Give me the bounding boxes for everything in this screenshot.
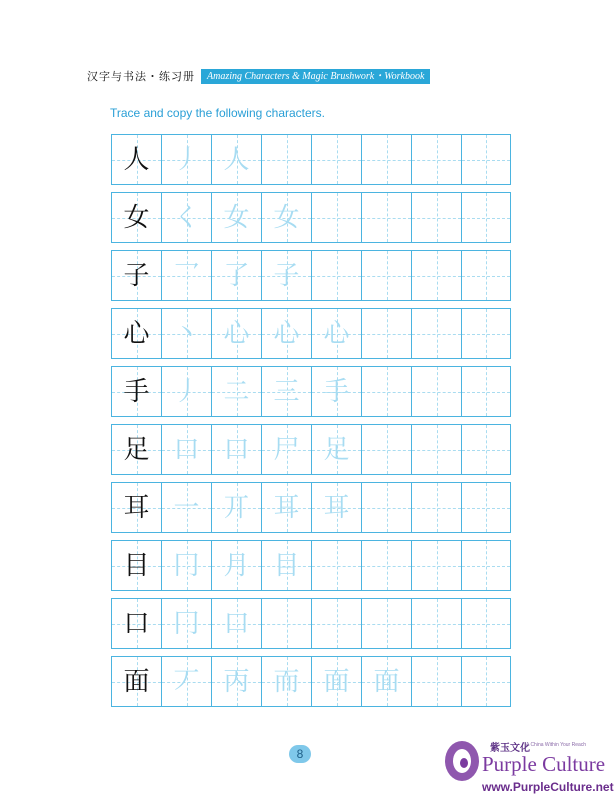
instruction-text: Trace and copy the following characters. [110, 106, 325, 120]
blank-practice-cell [411, 367, 461, 416]
trace-cell [161, 657, 211, 706]
trace-cell [211, 657, 261, 706]
trace-stroke: 丶 [173, 318, 200, 349]
trace-cell [361, 657, 411, 706]
model-character: 子 [123, 260, 150, 291]
trace-stroke: 冂 [173, 550, 200, 581]
english-title: Amazing Characters & Magic Brushwork・Workbook [201, 69, 430, 84]
page-number: 8 [289, 745, 311, 763]
trace-cell [311, 425, 361, 474]
blank-practice-cell [411, 483, 461, 532]
trace-stroke: 丙 [223, 666, 250, 697]
trace-cell [261, 425, 311, 474]
practice-grid [111, 134, 511, 715]
blank-practice-cell [461, 483, 511, 532]
blank-practice-cell [461, 599, 511, 648]
blank-practice-cell [411, 251, 461, 300]
blank-practice-cell [411, 541, 461, 590]
practice-row [111, 598, 511, 649]
trace-cell [211, 483, 261, 532]
trace-cell [311, 367, 361, 416]
trace-stroke: 口 [223, 434, 250, 465]
trace-stroke: く [173, 202, 200, 233]
practice-row [111, 192, 511, 243]
model-character-cell [111, 251, 161, 300]
watermark-tagline: A China Within Your Reach [526, 742, 587, 748]
trace-cell [261, 367, 311, 416]
trace-cell [261, 251, 311, 300]
blank-practice-cell [361, 193, 411, 242]
watermark-brand: Purple Culture [482, 752, 606, 776]
trace-cell [261, 541, 311, 590]
trace-stroke: 口 [173, 434, 200, 465]
trace-cell [211, 367, 261, 416]
model-character-cell [111, 367, 161, 416]
model-character: 面 [123, 666, 150, 697]
trace-stroke: 耳 [323, 492, 350, 523]
trace-cell [161, 309, 211, 358]
model-character-cell [111, 483, 161, 532]
model-character: 口 [123, 608, 150, 639]
watermark-url: www.PurpleCulture.net [482, 780, 614, 794]
blank-practice-cell [361, 483, 411, 532]
blank-practice-cell [261, 599, 311, 648]
model-character-cell [111, 309, 161, 358]
trace-cell [211, 541, 261, 590]
trace-cell [261, 309, 311, 358]
trace-stroke: 丌 [223, 492, 250, 523]
blank-practice-cell [411, 309, 461, 358]
trace-stroke: 心 [273, 318, 300, 349]
blank-practice-cell [311, 193, 361, 242]
trace-cell [311, 309, 361, 358]
blank-practice-cell [461, 251, 511, 300]
trace-cell [161, 367, 211, 416]
trace-cell [161, 541, 211, 590]
blank-practice-cell [461, 309, 511, 358]
blank-practice-cell [411, 599, 461, 648]
trace-cell [161, 193, 211, 242]
model-character: 目 [123, 550, 150, 581]
blank-practice-cell [461, 657, 511, 706]
blank-practice-cell [311, 135, 361, 184]
blank-practice-cell [461, 193, 511, 242]
trace-stroke: 口 [223, 608, 250, 639]
model-character-cell [111, 657, 161, 706]
trace-cell [211, 135, 261, 184]
trace-cell [211, 193, 261, 242]
watermark-chinese: 紫玉文化 [490, 743, 530, 754]
practice-row [111, 250, 511, 301]
blank-practice-cell [461, 425, 511, 474]
trace-cell [161, 483, 211, 532]
practice-row [111, 482, 511, 533]
blank-practice-cell [361, 251, 411, 300]
trace-cell [211, 599, 261, 648]
trace-stroke: 而 [273, 666, 300, 697]
blank-practice-cell [361, 309, 411, 358]
blank-practice-cell [411, 425, 461, 474]
practice-row [111, 134, 511, 185]
trace-stroke: 乛 [173, 260, 200, 291]
trace-stroke: 一 [173, 492, 200, 523]
trace-stroke: 丿 [173, 144, 200, 175]
model-character-cell [111, 541, 161, 590]
blank-practice-cell [261, 135, 311, 184]
practice-row [111, 308, 511, 359]
trace-stroke: 女 [223, 202, 250, 233]
blank-practice-cell [411, 135, 461, 184]
model-character: 手 [123, 376, 150, 407]
trace-stroke: 子 [273, 260, 300, 291]
trace-stroke: 心 [223, 318, 250, 349]
practice-row [111, 656, 511, 707]
model-character-cell [111, 599, 161, 648]
trace-cell [211, 251, 261, 300]
trace-cell [161, 135, 211, 184]
trace-stroke: 手 [323, 376, 350, 407]
trace-stroke: 了 [223, 260, 250, 291]
trace-cell [261, 657, 311, 706]
trace-stroke: 人 [223, 144, 250, 175]
purple-culture-logo-icon [442, 737, 482, 783]
blank-practice-cell [311, 541, 361, 590]
trace-stroke: 尸 [273, 434, 300, 465]
model-character-cell [111, 135, 161, 184]
trace-stroke: 面 [323, 666, 350, 697]
blank-practice-cell [411, 657, 461, 706]
trace-cell [211, 309, 261, 358]
model-character-cell [111, 425, 161, 474]
blank-practice-cell [461, 135, 511, 184]
watermark [434, 725, 614, 795]
trace-stroke: 三 [273, 376, 300, 407]
practice-row [111, 424, 511, 475]
trace-cell [161, 251, 211, 300]
trace-stroke: 丿 [173, 376, 200, 407]
model-character: 足 [123, 434, 150, 465]
trace-cell [311, 483, 361, 532]
blank-practice-cell [411, 193, 461, 242]
trace-stroke: 冂 [173, 608, 200, 639]
model-character: 女 [123, 202, 150, 233]
blank-practice-cell [311, 251, 361, 300]
trace-stroke: 月 [223, 550, 250, 581]
blank-practice-cell [461, 541, 511, 590]
blank-practice-cell [361, 599, 411, 648]
blank-practice-cell [361, 541, 411, 590]
chinese-title: 汉字与书法・练习册 [87, 70, 195, 83]
trace-stroke: 目 [273, 550, 300, 581]
trace-stroke: 足 [323, 434, 350, 465]
trace-stroke: 心 [323, 318, 350, 349]
trace-cell [261, 483, 311, 532]
trace-stroke: 丆 [173, 666, 200, 697]
trace-stroke: 女 [273, 202, 300, 233]
model-character: 心 [123, 318, 150, 349]
trace-cell [211, 425, 261, 474]
blank-practice-cell [361, 367, 411, 416]
trace-cell [161, 599, 211, 648]
trace-stroke: 耳 [273, 492, 300, 523]
trace-stroke: 面 [373, 666, 400, 697]
model-character: 耳 [123, 492, 150, 523]
trace-cell [311, 657, 361, 706]
blank-practice-cell [361, 425, 411, 474]
blank-practice-cell [361, 135, 411, 184]
practice-row [111, 366, 511, 417]
model-character-cell [111, 193, 161, 242]
page-header [87, 68, 430, 84]
practice-row [111, 540, 511, 591]
trace-cell [161, 425, 211, 474]
model-character: 人 [123, 144, 150, 175]
blank-practice-cell [311, 599, 361, 648]
trace-cell [261, 193, 311, 242]
blank-practice-cell [461, 367, 511, 416]
trace-stroke: 二 [223, 376, 250, 407]
